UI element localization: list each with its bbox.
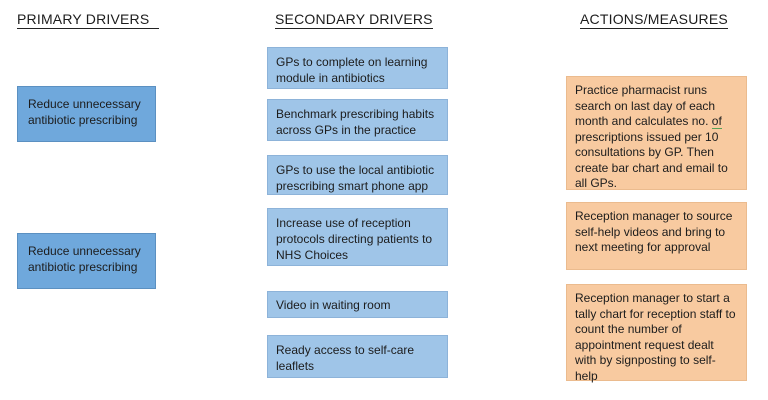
- actions-measures-header: [580, 11, 728, 29]
- secondary-driver-box-1: GPs to complete on learning module in antibiotics: [267, 47, 448, 89]
- action-box-2: Reception manager to source self-help videos and bring to next meeting for approval: [566, 202, 747, 270]
- primary-drivers-header: [17, 11, 159, 29]
- secondary-driver-box-2: Benchmark prescribing habits across GPs in the practice: [267, 99, 448, 141]
- primary-drivers-header-label: PRIMARY DRIVERS: [17, 11, 159, 29]
- primary-driver-box-2: Reduce unnecessary antibiotic prescribing: [17, 233, 156, 289]
- secondary-drivers-header: [275, 11, 433, 29]
- secondary-drivers-header-label: SECONDARY DRIVERS: [275, 11, 433, 27]
- actions-measures-header-label: ACTIONS/MEASURES: [580, 11, 728, 27]
- primary-driver-box-1: Reduce unnecessary antibiotic prescribing: [17, 86, 156, 142]
- action-box-1-text-pre: Practice pharmacist runs search on last day of each month and calculates no.: [575, 83, 716, 128]
- grammar-flagged-word: of: [711, 114, 722, 128]
- secondary-driver-box-4: Increase use of reception protocols directing patients to NHS Choices: [267, 208, 448, 266]
- secondary-driver-box-6: Ready access to self-care leaflets: [267, 335, 448, 378]
- secondary-driver-box-3: GPs to use the local antibiotic prescribing smart phone app: [267, 155, 448, 195]
- secondary-driver-box-5: Video in waiting room: [267, 291, 448, 318]
- action-box-1: [566, 76, 747, 190]
- action-box-3: Reception manager to start a tally chart for reception staff to count the number of appointment request dealt with by signposting to self-help: [566, 284, 747, 381]
- action-box-1-text-post: prescriptions issued per 10 consultations by GP. Then create bar chart and email to all GPs.: [575, 129, 728, 190]
